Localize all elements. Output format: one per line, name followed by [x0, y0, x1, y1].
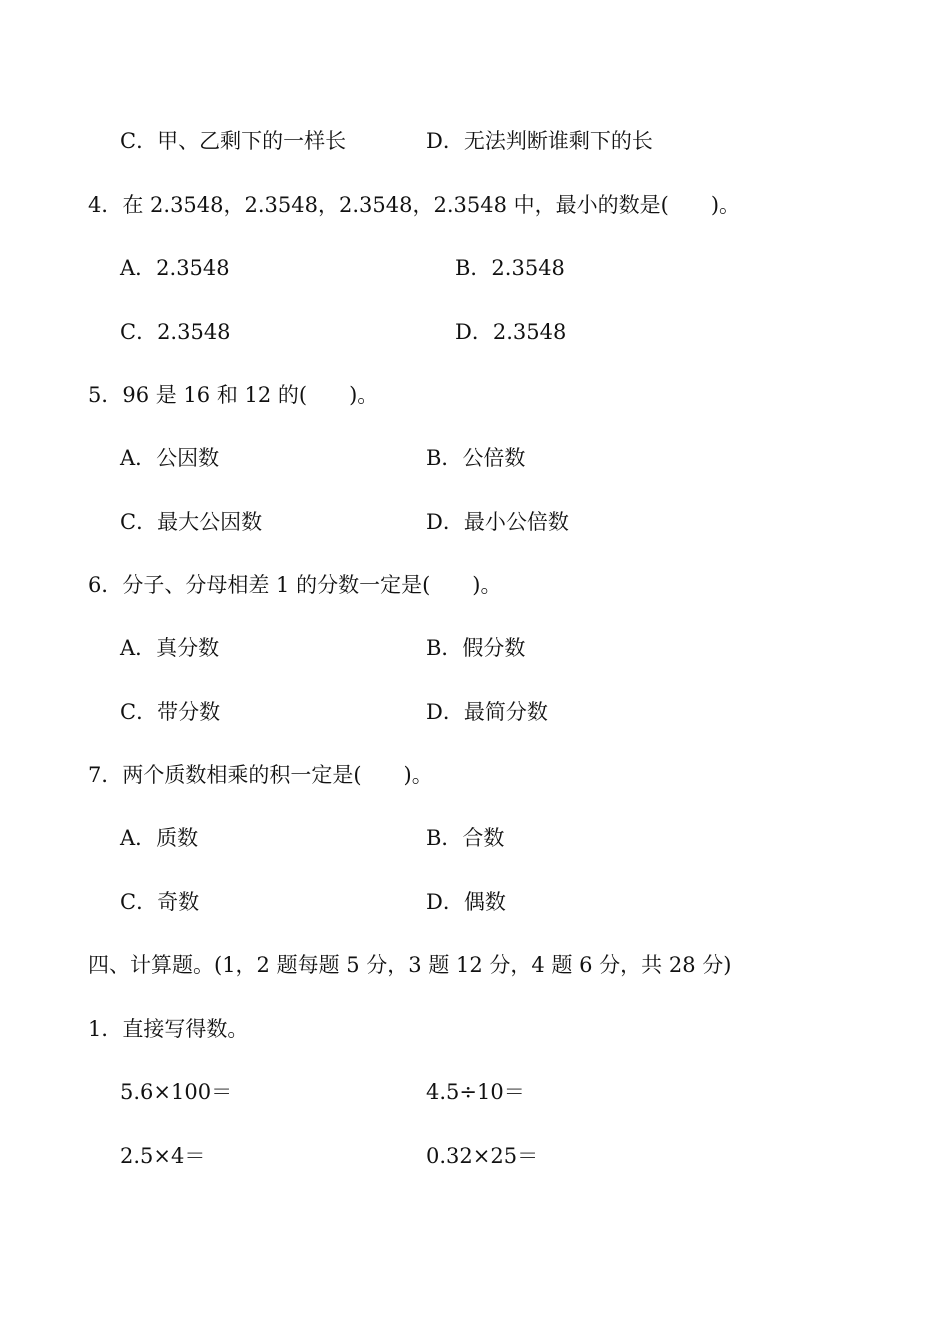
q4-options-row-2: [0, 315, 950, 349]
q4-option-b: B．2.3548: [455, 256, 565, 280]
calc-item: 5.6×100＝: [120, 1080, 233, 1104]
calc-1-row-2: [0, 1139, 950, 1173]
q6-option-c: C．带分数: [120, 700, 221, 724]
q7-option-d: D．偶数: [426, 890, 506, 914]
q7-options-row-2: [0, 885, 950, 919]
q7-options-row-1: [0, 821, 950, 855]
q5-options-row-2: [0, 505, 950, 539]
section-4-heading-row: [0, 948, 950, 982]
q3-option-c: C．甲、乙剩下的一样长: [120, 129, 347, 153]
q4-option-a: A．2.3548: [120, 256, 230, 280]
calc-item: 0.32×25＝: [426, 1144, 539, 1168]
q6-option-d: D．最简分数: [426, 700, 548, 724]
q5-options-row-1: [0, 441, 950, 475]
calc-1-row-1: [0, 1075, 950, 1109]
q5-option-b: B．公倍数: [426, 446, 526, 470]
calc-1-stem-row: [0, 1012, 950, 1046]
q6-stem-row: [0, 568, 950, 602]
section-4-heading: 四、计算题。(1，2 题每题 5 分，3 题 12 分，4 题 6 分，共 28 分): [88, 953, 732, 977]
q4-stem-row: [0, 188, 950, 222]
q5-stem: 5．96 是 16 和 12 的( )。: [88, 383, 379, 407]
q5-option-c: C．最大公因数: [120, 510, 263, 534]
q4-stem: 4．在 2.3548，2.3548，2.3548，2.3548 中，最小的数是( )。: [88, 193, 741, 217]
q7-stem: 7．两个质数相乘的积一定是( )。: [88, 763, 433, 787]
q4-option-d: D．2.3548: [455, 320, 567, 344]
q4-option-c: C．2.3548: [120, 320, 231, 344]
calc-item: 4.5÷10＝: [426, 1080, 525, 1104]
calc-1-stem: 1．直接写得数。: [88, 1017, 249, 1041]
q3-options-row-2: [0, 124, 950, 158]
q5-option-a: A．公因数: [120, 446, 220, 470]
q7-option-a: A．质数: [120, 826, 199, 850]
q5-option-d: D．最小公倍数: [426, 510, 569, 534]
q7-stem-row: [0, 758, 950, 792]
q6-stem: 6．分子、分母相差 1 的分数一定是( )。: [88, 573, 502, 597]
q4-options-row-1: [0, 251, 950, 285]
q7-option-c: C．奇数: [120, 890, 200, 914]
calc-item: 2.5×4＝: [120, 1144, 206, 1168]
q6-option-a: A．真分数: [120, 636, 220, 660]
q7-option-b: B．合数: [426, 826, 505, 850]
q6-options-row-1: [0, 631, 950, 665]
q5-stem-row: [0, 378, 950, 412]
q3-option-d: D．无法判断谁剩下的长: [426, 129, 653, 153]
q6-options-row-2: [0, 695, 950, 729]
q6-option-b: B．假分数: [426, 636, 526, 660]
